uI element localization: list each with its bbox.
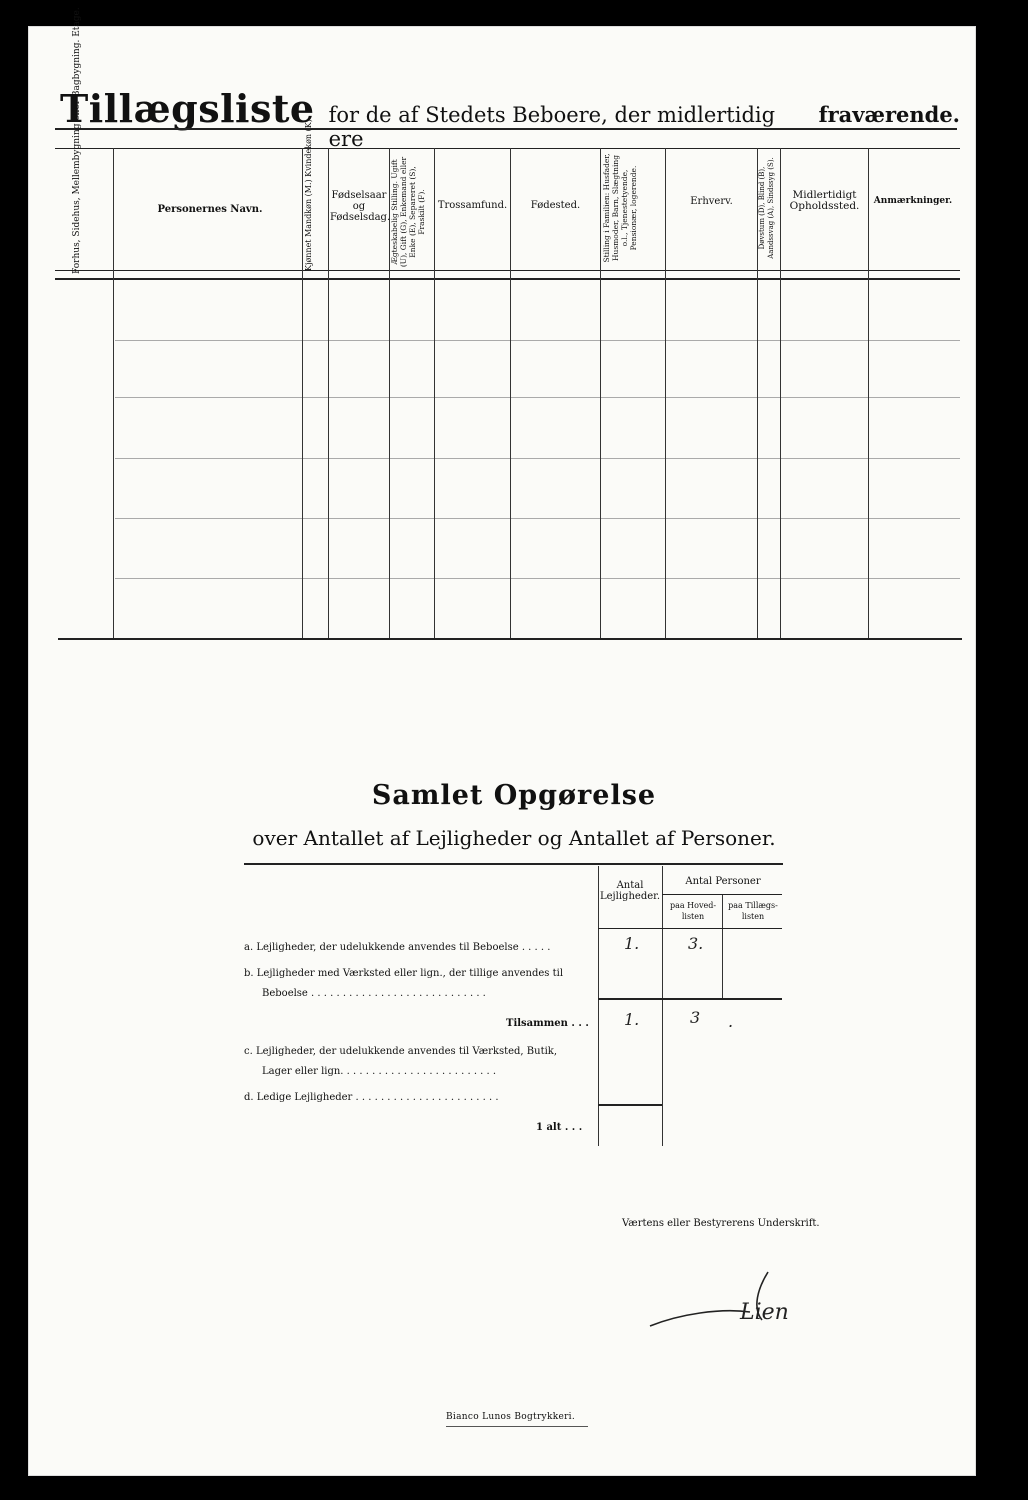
col-divider xyxy=(780,148,781,638)
col-head-sex: Kjønnet Mandkøn (M.) Kvindekøn (K). xyxy=(304,116,313,271)
summary-row-d: d. Ledige Lejligheder . . . . . . . . . . . . . . . . . . . . . . . xyxy=(244,1092,499,1103)
census-form-page xyxy=(28,26,976,1476)
table-bottom-rule xyxy=(58,638,962,640)
summary-row-a: a. Lejligheder, der udelukkende anvendes til Beboelse . . . . . xyxy=(244,942,551,953)
table-header-top xyxy=(55,148,960,149)
table-body-top xyxy=(55,278,960,280)
summary-row-c1: c. Lejligheder, der udelukkende anvendes til Værksted, Butik, xyxy=(244,1046,558,1057)
summary-final-rule xyxy=(598,1104,662,1106)
col-divider xyxy=(113,148,114,638)
table-top-rule xyxy=(55,128,957,130)
col-head-building xyxy=(72,164,102,274)
summary-row-b1: b. Lejligheder med Værksted eller lign., der tillige anvendes til xyxy=(244,968,564,979)
table-row-line xyxy=(115,340,960,341)
summary-row-b2: Beboelse . . . . . . . . . . . . . . . . . . . . . . . . . . . . xyxy=(262,988,486,999)
table-row-line xyxy=(115,578,960,579)
value-total-persons: 3 xyxy=(690,1008,701,1027)
col-divider xyxy=(328,148,329,638)
col-head-birth: Fødselsaar og Fødselsdag. xyxy=(330,190,391,223)
value-total-apartments: 1. xyxy=(624,1010,640,1029)
value-a-apartments: 1. xyxy=(624,934,640,953)
summary-row-grand: 1 alt . . . xyxy=(536,1122,583,1133)
col-head-names: Personernes Navn. xyxy=(157,204,263,215)
summary-row-total: Tilsammen . . . xyxy=(506,1018,589,1029)
title-bold: fraværende. xyxy=(818,102,960,127)
col-head-remarks: Anmærkninger. xyxy=(873,196,953,206)
title-main: Tillægsliste xyxy=(60,86,315,131)
signature-name: Lien xyxy=(740,1300,789,1325)
summary-col-persons: Antal Personer xyxy=(685,876,761,887)
summary-row-c2: Lager eller lign. . . . . . . . . . . . . . . . . . . . . . . . . xyxy=(262,1066,497,1077)
table-row-line xyxy=(115,518,960,519)
printer-rule xyxy=(446,1426,588,1427)
table-row-line xyxy=(115,458,960,459)
summary-subtotal-rule xyxy=(598,998,782,1000)
col-head-religion: Trossamfund. xyxy=(437,200,508,211)
summary-subtitle: over Antallet af Lejligheder og Antallet af Personer. xyxy=(252,826,776,850)
summary-title: Samlet Opgørelse xyxy=(371,780,657,811)
signature-label: Værtens eller Bestyrerens Underskrift. xyxy=(622,1218,820,1229)
value-total-mark: . xyxy=(728,1012,734,1031)
col-divider xyxy=(302,148,303,638)
col-divider xyxy=(434,148,435,638)
summary-col-main: paa Hoved-listen xyxy=(669,901,717,921)
col-head-family: Stilling i Familien: Husfader, Husmoder, Barn, Slægtning o.l., Tjenestetyende, Pensionær, logerende. xyxy=(602,153,638,263)
value-a-persons: 3. xyxy=(688,934,704,953)
col-head-marital: Ægteskabelig Stilling. Ugift (U), Gift (G), Enkemand eller Enke (E), Separeret (S), Fraskilt (F). xyxy=(390,156,426,268)
title-rest: for de af Stedets Beboere, der midlertidig ere xyxy=(328,103,776,151)
signature-flourish xyxy=(640,1268,830,1338)
table-header-bottom xyxy=(55,270,960,271)
col-divider xyxy=(868,148,869,638)
summary-header-bottom xyxy=(598,928,782,929)
col-divider xyxy=(510,148,511,638)
summary-col-divider xyxy=(722,894,723,998)
col-head-disability: Døvstum (D), Blind (B), Aandssvag (A), Sindssyg (S). xyxy=(758,157,775,259)
col-head-birthplace: Fødested. xyxy=(530,200,581,211)
summary-col-apartments: Antal Lejligheder. xyxy=(600,880,660,902)
col-head-occupation: Erhverv. xyxy=(690,196,733,207)
summary-top-rule xyxy=(244,863,783,865)
summary-col-divider xyxy=(662,866,663,1146)
col-divider xyxy=(665,148,666,638)
summary-col-supp: paa Tillægs-listen xyxy=(728,901,778,921)
col-divider xyxy=(600,148,601,638)
table-row-line xyxy=(115,397,960,398)
printer-imprint: Bianco Lunos Bogtrykkeri. xyxy=(446,1412,576,1422)
col-head-temp-residence: Midlertidigt Opholdssted. xyxy=(789,189,860,212)
summary-persons-rule xyxy=(662,894,782,895)
